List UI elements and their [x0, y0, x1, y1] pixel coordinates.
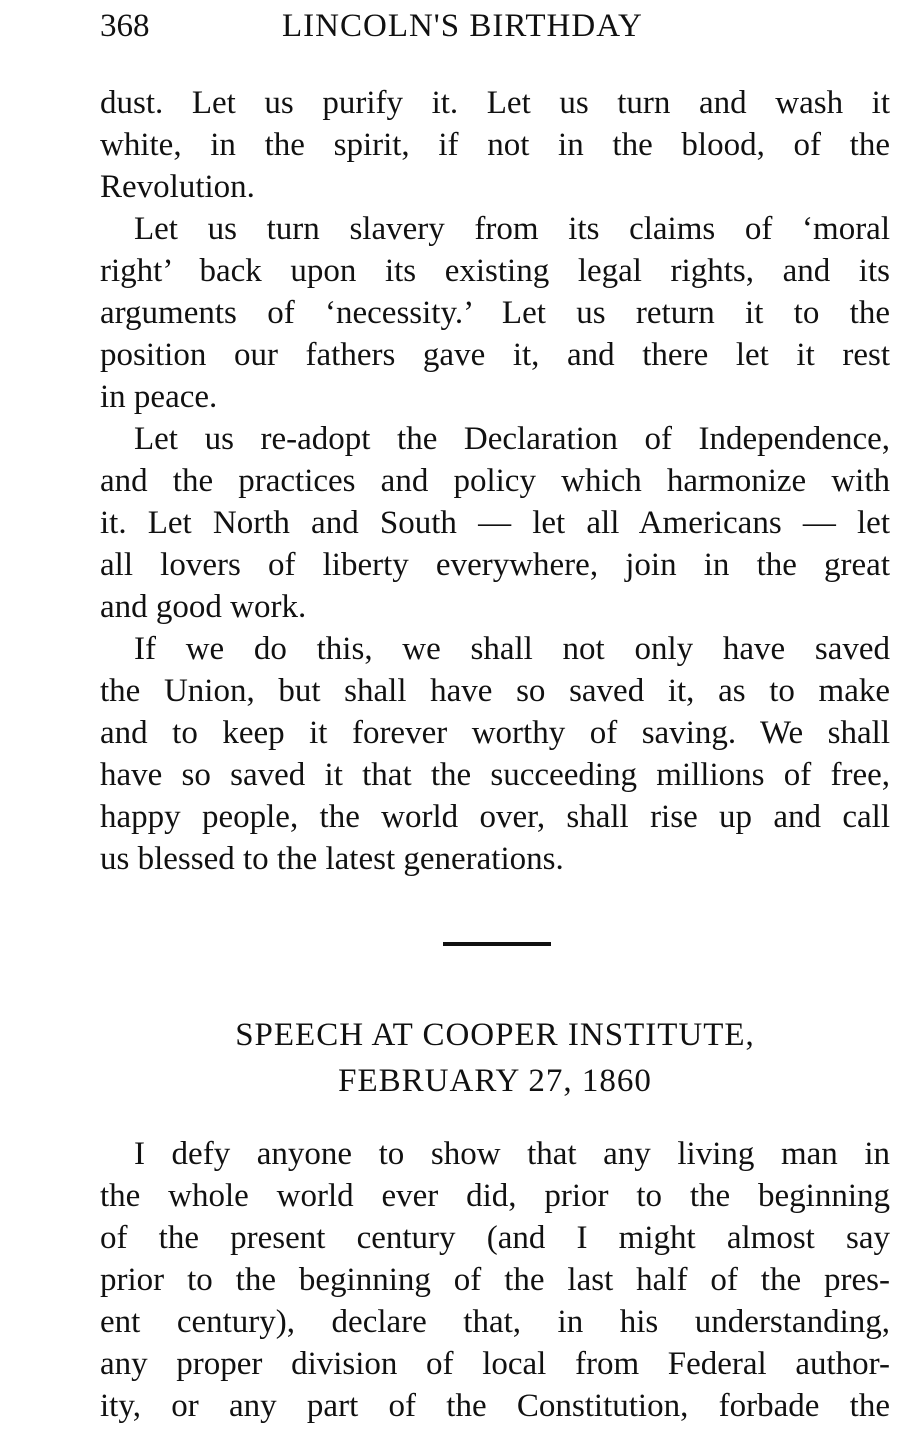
- text-line: If we do this, we shall not only have saved: [134, 631, 890, 667]
- text-line: I defy anyone to show that any living man in: [134, 1136, 890, 1172]
- text-line: Let us turn slavery from its claims of ‘moral: [134, 211, 890, 247]
- text-line: have so saved it that the succeeding millions of free,: [100, 757, 890, 793]
- text-line: dust. Let us purify it. Let us turn and wash it: [100, 85, 890, 121]
- text-line: in peace.: [100, 379, 218, 415]
- running-title: LINCOLN'S BIRTHDAY: [282, 8, 643, 44]
- running-head: [100, 6, 890, 46]
- page-number: 368: [100, 8, 150, 44]
- text-line: right’ back upon its existing legal rights, and its: [100, 253, 890, 289]
- text-line: arguments of ‘necessity.’ Let us return it to the: [100, 295, 890, 331]
- section-divider-rule: [443, 942, 551, 946]
- section-heading: [100, 1012, 890, 1104]
- text-line: happy people, the world over, shall rise up and call: [100, 799, 890, 835]
- text-line: Let us re-adopt the Declaration of Independence,: [134, 421, 890, 457]
- speech-text: [100, 1133, 890, 1427]
- text-line: and good work.: [100, 589, 307, 625]
- section-heading-line-1: SPEECH AT COOPER INSTITUTE,: [235, 1017, 755, 1053]
- text-line: and the practices and policy which harmonize with: [100, 463, 890, 499]
- paragraph-2: [100, 208, 890, 418]
- text-line: us blessed to the latest generations.: [100, 841, 564, 877]
- text-line: Revolution.: [100, 169, 255, 205]
- text-line: any proper division of local from Federal author-: [100, 1346, 890, 1382]
- paragraph-5: [100, 1133, 890, 1427]
- text-line: white, in the spirit, if not in the blood, of the: [100, 127, 890, 163]
- text-line: ity, or any part of the Constitution, forbade the: [100, 1388, 890, 1424]
- section-heading-line-2: FEBRUARY 27, 1860: [338, 1063, 652, 1099]
- text-line: the whole world ever did, prior to the beginning: [100, 1178, 890, 1214]
- text-line: the Union, but shall have so saved it, as to make: [100, 673, 890, 709]
- body-text: [100, 82, 890, 880]
- text-line: it. Let North and South — let all Americans — let: [100, 505, 890, 541]
- text-line: position our fathers gave it, and there let it rest: [100, 337, 890, 373]
- text-line: of the present century (and I might almost say: [100, 1220, 890, 1256]
- paragraph-1: [100, 82, 890, 208]
- text-line: all lovers of liberty everywhere, join in the great: [100, 547, 890, 583]
- paragraph-3: [100, 418, 890, 628]
- text-line: ent century), declare that, in his understanding,: [100, 1304, 890, 1340]
- text-line: prior to the beginning of the last half of the pres-: [100, 1262, 890, 1298]
- text-line: and to keep it forever worthy of saving. We shall: [100, 715, 890, 751]
- paragraph-4: [100, 628, 890, 880]
